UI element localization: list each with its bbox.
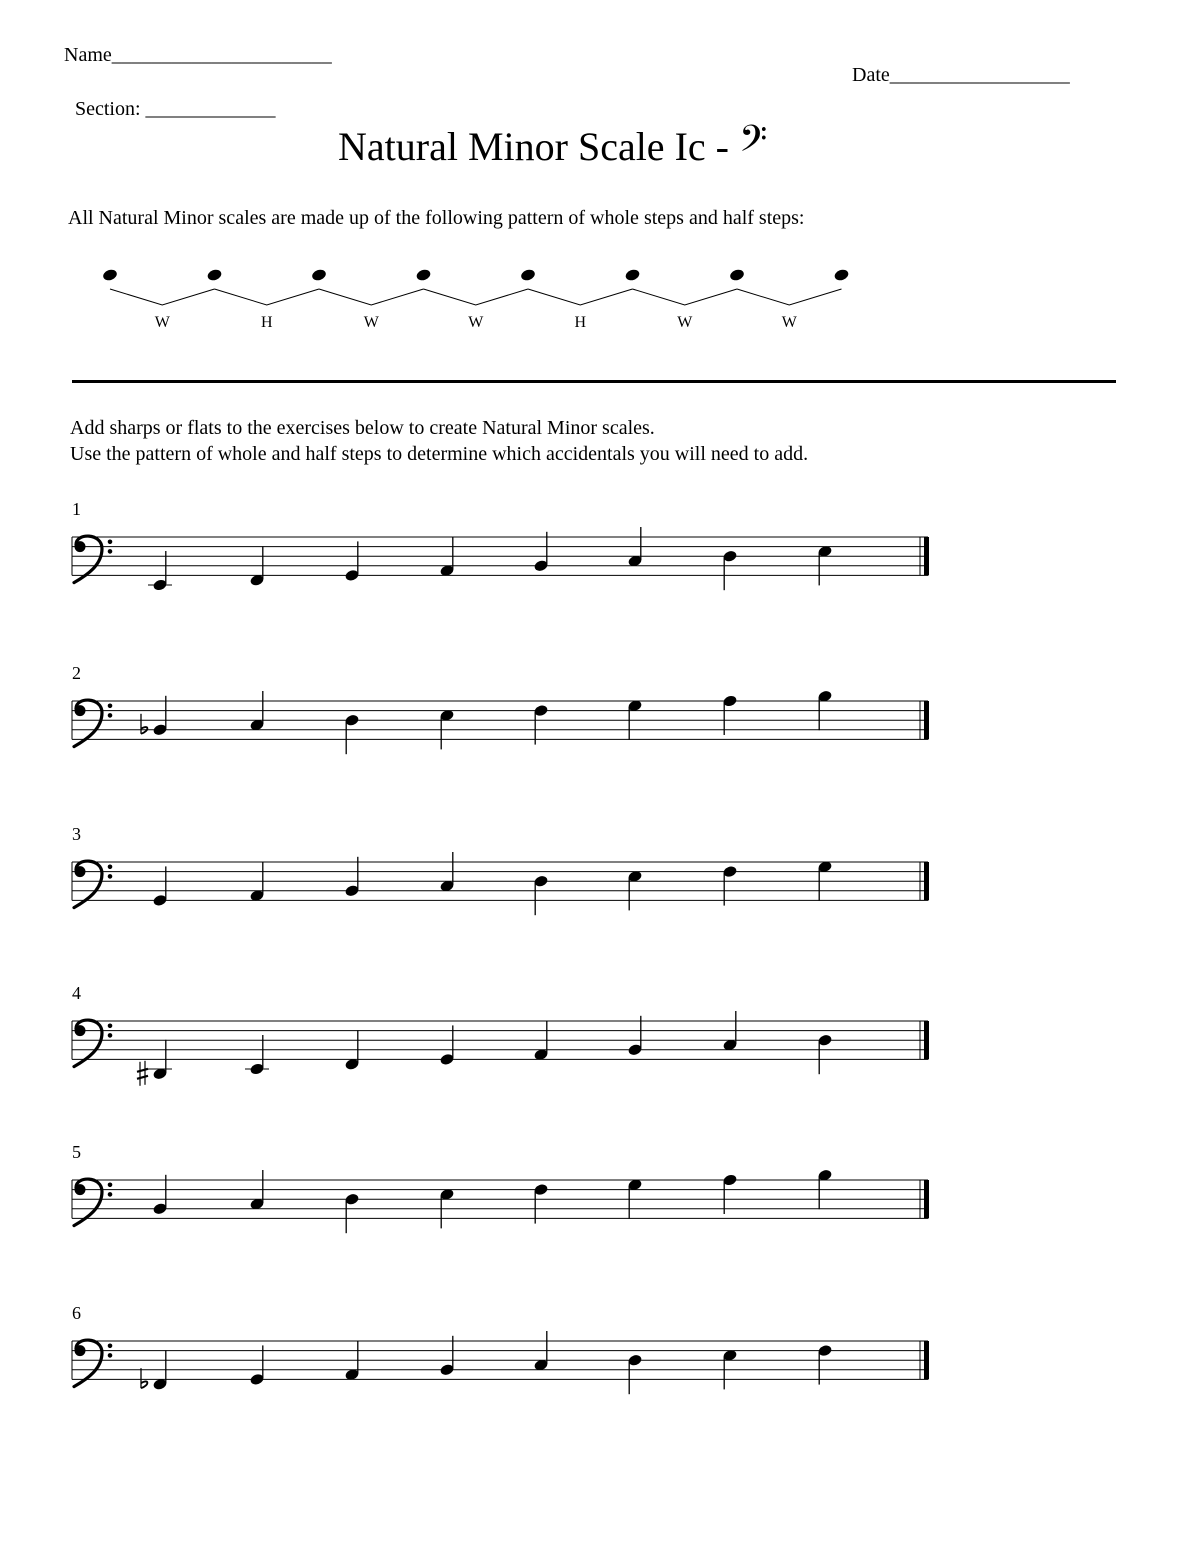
clef-dot-lower bbox=[108, 1353, 113, 1358]
step-connector bbox=[215, 289, 320, 305]
clef-dot-lower bbox=[108, 713, 113, 718]
sharp-hline bbox=[137, 1076, 148, 1079]
clef-dot-lower bbox=[108, 1192, 113, 1197]
pattern-note bbox=[102, 268, 119, 282]
flat-bowl bbox=[141, 1381, 147, 1388]
clef-dot-lower bbox=[108, 1033, 113, 1038]
exercise-staff[interactable] bbox=[0, 1281, 1000, 1431]
exercise-staff[interactable] bbox=[0, 802, 1000, 952]
bass-clef-icon: 𝄢 bbox=[738, 118, 768, 169]
step-label: W bbox=[677, 314, 693, 331]
step-label: H bbox=[574, 314, 587, 331]
exercise-staff[interactable] bbox=[0, 961, 1000, 1111]
barline-thick bbox=[924, 1341, 929, 1379]
section-divider bbox=[72, 380, 1116, 383]
step-connector bbox=[319, 289, 424, 305]
step-label: W bbox=[154, 314, 170, 331]
step-label: W bbox=[781, 314, 797, 331]
barline-thick bbox=[924, 862, 929, 900]
clef-dot-upper bbox=[108, 540, 113, 545]
barline-thick bbox=[924, 1021, 929, 1059]
pattern-note bbox=[415, 268, 432, 282]
exercise-staff[interactable] bbox=[0, 477, 1000, 627]
step-connector bbox=[737, 289, 842, 305]
instructions bbox=[70, 415, 808, 467]
section-field[interactable] bbox=[75, 98, 276, 121]
clef-dot-lower bbox=[108, 874, 113, 879]
step-connector bbox=[424, 289, 529, 305]
section-label: Section: bbox=[75, 98, 141, 120]
date-field[interactable] bbox=[852, 64, 1070, 87]
flat-icon bbox=[141, 1368, 147, 1388]
clef-dot-upper bbox=[108, 1183, 113, 1188]
barline-thick bbox=[924, 1180, 929, 1218]
pattern-note bbox=[833, 268, 850, 282]
barline-thick bbox=[924, 537, 929, 575]
sharp-hline bbox=[137, 1069, 148, 1072]
pattern-note bbox=[206, 268, 223, 282]
exercise-number: 2 bbox=[72, 663, 81, 683]
flat-icon bbox=[141, 714, 147, 734]
clef-dot-upper bbox=[108, 865, 113, 870]
exercise-number: 3 bbox=[72, 824, 81, 844]
intro-text: All Natural Minor scales are made up of the following pattern of whole steps and half steps: bbox=[68, 207, 805, 229]
page-title bbox=[338, 120, 767, 171]
step-pattern-diagram bbox=[0, 255, 900, 335]
section-blank[interactable]: _____________ bbox=[145, 98, 276, 120]
pattern-note bbox=[311, 268, 328, 282]
step-connector bbox=[528, 289, 633, 305]
step-connector bbox=[633, 289, 738, 305]
title-text: Natural Minor Scale Ic - bbox=[338, 124, 739, 169]
instruction-line-2: Use the pattern of whole and half steps to determine which accidentals you will need to add. bbox=[70, 443, 809, 465]
clef-dot-upper bbox=[108, 1024, 113, 1029]
exercise-staff[interactable] bbox=[0, 1120, 1000, 1270]
step-connector bbox=[110, 289, 215, 305]
name-blank[interactable]: ______________________ bbox=[111, 44, 332, 66]
pattern-note bbox=[520, 268, 537, 282]
sharp-icon bbox=[137, 1061, 148, 1086]
clef-dot-lower bbox=[108, 549, 113, 554]
step-label: W bbox=[363, 314, 379, 331]
barline-thick bbox=[924, 701, 929, 739]
exercise-staff[interactable] bbox=[0, 641, 1000, 791]
date-label: Date bbox=[852, 64, 890, 86]
name-label: Name bbox=[64, 44, 112, 66]
step-label: W bbox=[468, 314, 484, 331]
clef-dot-upper bbox=[108, 1344, 113, 1349]
exercise-number: 4 bbox=[72, 983, 81, 1003]
exercise-number: 5 bbox=[72, 1142, 81, 1162]
exercise-number: 6 bbox=[72, 1303, 81, 1323]
pattern-note bbox=[624, 268, 641, 282]
exercise-number: 1 bbox=[72, 499, 81, 519]
instruction-line-1: Add sharps or flats to the exercises below to create Natural Minor scales. bbox=[70, 417, 655, 439]
step-label: H bbox=[260, 314, 273, 331]
clef-dot-upper bbox=[108, 704, 113, 709]
pattern-note bbox=[729, 268, 746, 282]
date-blank[interactable]: __________________ bbox=[889, 64, 1070, 86]
flat-bowl bbox=[141, 727, 147, 734]
name-field[interactable] bbox=[64, 44, 332, 67]
